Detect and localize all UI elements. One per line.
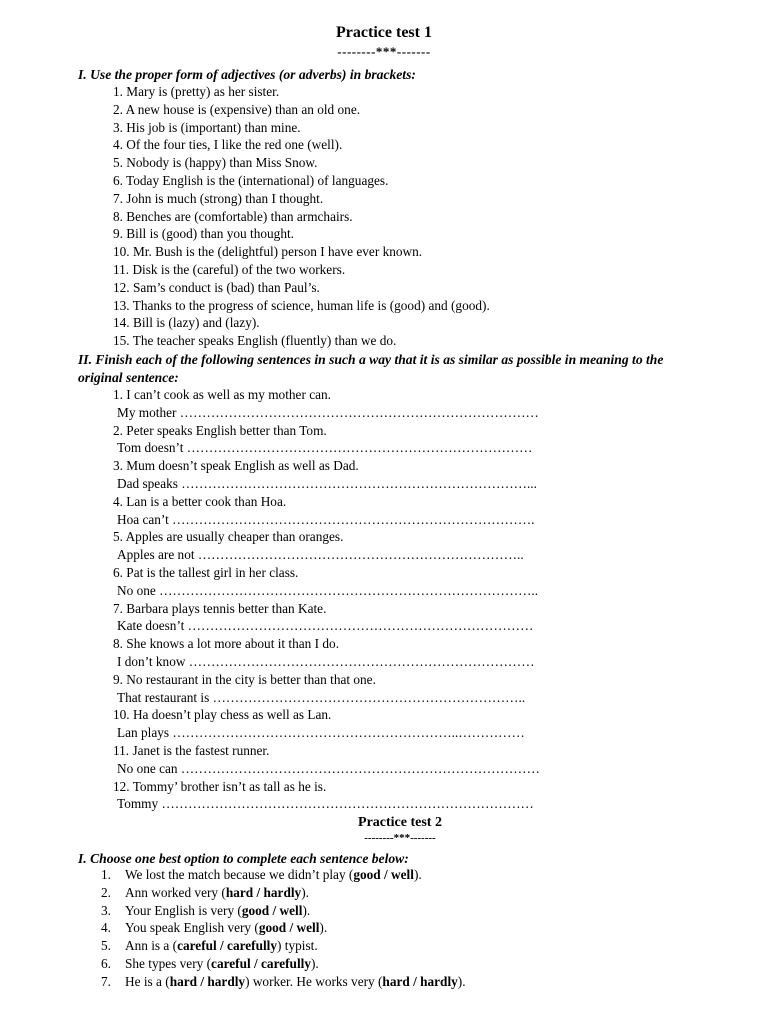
answer-line: Apples are not ……………………………………………………………….. <box>117 547 524 563</box>
sentence-item: 7. Barbara plays tennis better than Kate. <box>113 600 327 616</box>
list-item: 11. Disk is the (careful) of the two workers. <box>113 261 346 277</box>
sentence-item: 4. Lan is a better cook than Hoa. <box>113 493 287 509</box>
list-item: 7. John is much (strong) than I thought. <box>113 190 324 206</box>
test2-title: Practice test 2 <box>358 815 442 830</box>
item-number: 7. <box>101 973 111 989</box>
answer-line: Tommy ………………………………………………………………………… <box>117 796 534 812</box>
list-item: 14. Bill is (lazy) and (lazy). <box>113 315 260 331</box>
test1-separator: --------***------- <box>337 44 431 59</box>
sentence-item: 8. She knows a lot more about it than I do. <box>113 636 340 652</box>
sentence-item: 12. Tommy’ brother isn’t as tall as he is. <box>113 778 327 794</box>
option-text: good / well <box>353 867 414 882</box>
list-item: 13. Thanks to the progress of science, human life is (good) and (good). <box>113 297 490 313</box>
answer-line: Lan plays ………………………………………………………..…………… <box>117 725 525 741</box>
option-text: good / well <box>241 902 303 918</box>
item-text: We lost the match because we didn’t play (good / well). <box>125 867 422 882</box>
answer-line: No one ………………………………………………………………………….. <box>117 582 539 598</box>
option-text: hard / hardly <box>382 973 458 989</box>
option-text: hard / hardly <box>169 973 246 989</box>
list-item: 8. Benches are (comfortable) than armchairs. <box>113 208 353 224</box>
list-item: 15. The teacher speaks English (fluently) than we do. <box>113 333 397 349</box>
option-text: careful / carefully <box>177 938 278 954</box>
list-item: 4. Of the four ties, I like the red one (well). <box>113 137 343 153</box>
answer-line: Kate doesn’t …………………………………………………………………… <box>117 618 534 634</box>
item-number: 6. <box>101 955 111 971</box>
answer-line: Hoa can’t ………………………………………………………………………. <box>117 511 535 527</box>
option-text: hard / hardly <box>225 884 302 900</box>
test1-section2-list <box>113 386 540 813</box>
answer-line: Tom doesn’t …………………………………………………………………… <box>117 440 533 456</box>
answer-line: Dad speaks ……………………………………………………………………... <box>117 475 537 491</box>
item-number: 2. <box>101 884 111 900</box>
test2-separator: --------***------- <box>364 832 436 844</box>
test2-section1-heading: I. Choose one best option to complete each sentence below: <box>78 851 409 866</box>
list-item: 9. Bill is (good) than you thought. <box>113 226 294 242</box>
answer-line: I don’t know …………………………………………………………………… <box>117 653 535 669</box>
item-text: You speak English very (good / well). <box>125 920 328 936</box>
list-item: 6. Today English is the (international) of languages. <box>113 172 389 188</box>
list-item: 2. A new house is (expensive) than an old one. <box>113 101 361 117</box>
item-number: 4. <box>101 920 111 936</box>
item-text: Your English is very (good / well). <box>125 902 311 918</box>
item-number: 3. <box>101 902 111 918</box>
answer-line: My mother ……………………………………………………………………… <box>117 404 539 420</box>
item-text: She types very (careful / carefully). <box>125 955 319 971</box>
list-item: 3. His job is (important) than mine. <box>113 119 301 135</box>
answer-line: No one can ……………………………………………………………………… <box>117 760 540 776</box>
item-number: 5. <box>101 938 111 954</box>
sentence-item: 11. Janet is the fastest runner. <box>113 742 270 758</box>
sentence-item: 6. Pat is the tallest girl in her class. <box>113 564 299 580</box>
option-text: good / well <box>258 920 320 936</box>
sentence-item: 9. No restaurant in the city is better than that one. <box>113 671 376 687</box>
list-item: 10. Mr. Bush is the (delightful) person I have ever known. <box>113 244 423 260</box>
sentence-item: 5. Apples are usually cheaper than oranges. <box>113 529 344 545</box>
list-item: 1. Mary is (pretty) as her sister. <box>113 84 280 99</box>
sentence-item: 2. Peter speaks English better than Tom. <box>113 422 327 438</box>
sentence-item: 10. Ha doesn’t play chess as well as Lan. <box>113 707 332 723</box>
option-text: careful / carefully <box>211 955 311 971</box>
test1-section1-list <box>113 83 490 350</box>
answer-line: That restaurant is …………………………………………………………….. <box>117 689 526 705</box>
item-number: 1. <box>101 867 111 882</box>
item-text: He is a (hard / hardly) worker. He works very (hard / hardly). <box>125 973 466 989</box>
test1-title: Practice test 1 <box>336 24 432 41</box>
test1-section1-heading: I. Use the proper form of adjectives (or adverbs) in brackets: <box>78 67 416 82</box>
sentence-item: 3. Mum doesn’t speak English as well as Dad. <box>113 458 359 474</box>
sentence-item: 1. I can’t cook as well as my mother can. <box>113 387 331 402</box>
test1-section2-heading: II. Finish each of the following sentences in such a way that it is as similar as possible in meaning to the original sentence: <box>78 352 664 385</box>
item-text: Ann worked very (hard / hardly). <box>125 884 309 900</box>
list-item: 5. Nobody is (happy) than Miss Snow. <box>113 155 318 171</box>
item-text: Ann is a (careful / carefully) typist. <box>125 938 318 954</box>
list-item: 12. Sam’s conduct is (bad) than Paul’s. <box>113 279 320 295</box>
